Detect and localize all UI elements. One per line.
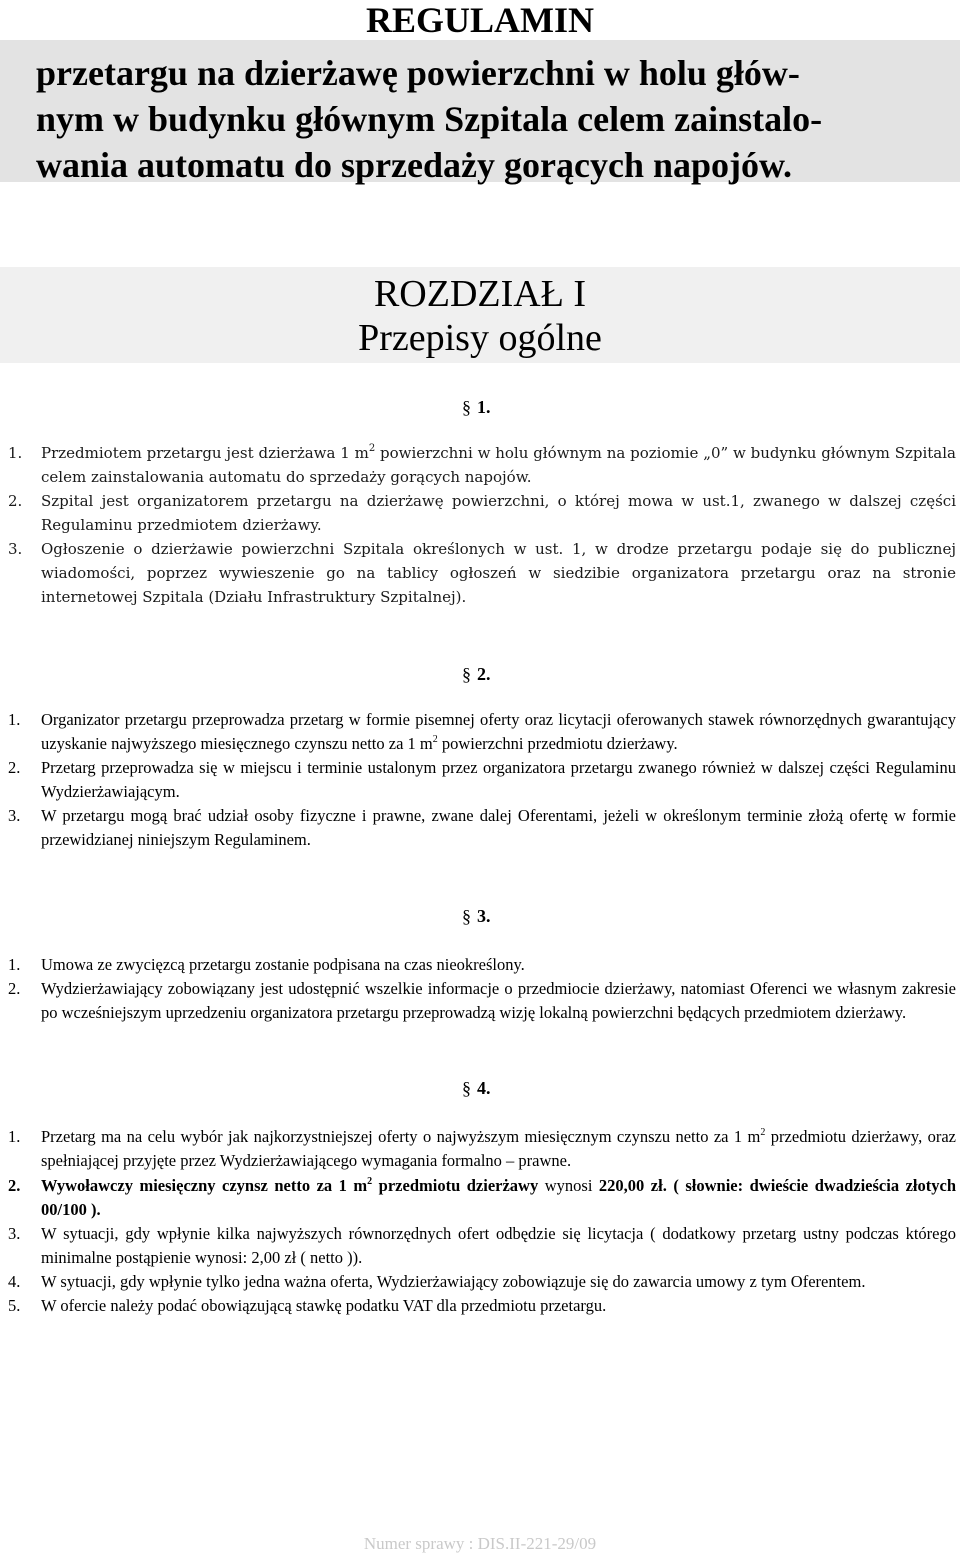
item-text: przedmiotu dzierżawy, oraz spełniającej przyjęte przez Wydzierżawiającego wymagania formalno – prawne. (41, 1127, 956, 1170)
item-number: 1. (8, 955, 21, 974)
section-sign: § (462, 1078, 471, 1098)
chapter-title: ROZDZIAŁ I (373, 273, 587, 315)
item-number: 1. (8, 444, 23, 462)
item-text-bold: Wywoławczy miesięczny czynsz netto za 1 m (41, 1176, 368, 1195)
item-text: W ofercie należy podać obowiązującą stawkę podatku VAT dla przedmiotu przetargu. (41, 1296, 607, 1315)
item-text: powierzchni przedmiotu dzierżawy. (437, 734, 678, 753)
item-number: 2. (8, 1176, 21, 1195)
section-3-list (8, 953, 956, 1025)
item-number: 3. (8, 540, 23, 558)
item-text: Przetarg przeprowadza się w miejscu i terminie ustalonym przez organizatora przetargu zwanego również w dalszej części Regulaminu Wydzierżawiającym. (41, 758, 956, 801)
list-item (8, 756, 956, 804)
section-number: 3. (477, 906, 491, 926)
item-text: W przetargu mogą brać udział osoby fizyczne i prawne, zwane dalej Oferentami, jeżeli w określonym terminie złożą ofertę w formie przewidzianej niniejszym Regulaminem. (41, 806, 956, 849)
item-text: W sytuacji, gdy wpłynie kilka najwyższych równorzędnych ofert odbędzie się licytacja ( dodatkowy przetarg ustny podczas którego minimalne postąpienie wynosi: 2,00 zł ( netto )). (41, 1224, 956, 1267)
item-number: 1. (8, 1127, 21, 1146)
list-item (8, 804, 956, 852)
superscript: 2 (368, 443, 376, 454)
case-number-footer: Numer sprawy : DIS.II-221-29/09 (363, 1534, 597, 1553)
list-item (8, 1222, 956, 1270)
section-4-list (8, 1125, 956, 1318)
list-item (8, 977, 956, 1025)
item-text: Szpital jest organizatorem przetargu na dzierżawę powierzchni, o której mowa w ust.1, zwanego w dalszej części Regulaminu przedmiotem dzierżawy. (41, 492, 956, 534)
list-item (8, 708, 956, 756)
item-text: wynosi (538, 1176, 599, 1195)
section-sign: § (462, 664, 471, 684)
section-number: 2. (477, 664, 491, 684)
item-number: 3. (8, 806, 21, 825)
item-number: 5. (8, 1296, 21, 1315)
section-sign: § (462, 397, 471, 417)
list-item (8, 1270, 956, 1294)
item-text: Przetarg ma na celu wybór jak najkorzystniejszej oferty o najwyższym miesięcznym czynszu netto za 1 m (41, 1127, 761, 1146)
item-text: W sytuacji, gdy wpłynie tylko jedna ważna oferta, Wydzierżawiający zobowiązuje się do zawarcia umowy z tym Oferentem. (41, 1272, 866, 1291)
subtitle-line-2: nym w budynku głównym Szpitala celem zainstalo- (36, 99, 823, 139)
section-number: 4. (477, 1078, 491, 1098)
section-heading-1 (462, 396, 491, 418)
document-title: REGULAMIN (365, 0, 594, 40)
section-1-list (8, 441, 956, 609)
superscript: 2 (432, 734, 438, 745)
list-item (8, 489, 956, 537)
item-text-bold: przedmiotu dzierżawy (372, 1176, 539, 1195)
section-heading-3 (462, 905, 491, 927)
list-item (8, 1174, 956, 1222)
subtitle-line-1: przetargu na dzierżawę powierzchni w holu głów- (36, 53, 800, 93)
section-sign: § (462, 906, 471, 926)
item-number: 2. (8, 758, 21, 777)
item-text: Przedmiotem przetargu jest dzierżawa 1 m (41, 444, 369, 462)
superscript: 2 (760, 1127, 766, 1138)
item-number: 2. (8, 979, 21, 998)
list-item (8, 953, 956, 977)
list-item (8, 441, 956, 489)
item-number: 4. (8, 1272, 21, 1291)
section-2-list (8, 708, 956, 852)
list-item (8, 1125, 956, 1173)
item-text: Umowa ze zwycięzcą przetargu zostanie podpisana na czas nieokreślony. (41, 955, 525, 974)
item-text: Wydzierżawiający zobowiązany jest udostępnić wszelkie informacje o przedmiocie dzierżawy, natomiast Oferenci we własnym zakresie po wcześniejszym uprzedzeniu organizatora przetargu przeprowadzą wizję lokalną powierzchni będących przedmiotem dzierżawy. (41, 979, 956, 1022)
list-item (8, 537, 956, 609)
chapter-subtitle: Przepisy ogólne (358, 317, 602, 359)
subtitle-line-3: wania automatu do sprzedaży gorących napojów. (36, 145, 793, 185)
item-text-bold: 220,00 zł. ( słownie: dwieście dwadzieścia złotych 00/100 ). (41, 1176, 956, 1219)
section-number: 1. (477, 397, 491, 417)
item-number: 3. (8, 1224, 21, 1243)
superscript: 2 (367, 1176, 373, 1187)
item-number: 1. (8, 710, 21, 729)
item-text: Organizator przetargu przeprowadza przetarg w formie pisemnej oferty oraz licytacji oferowanych stawek równorzędnych gwarantujący uzyskanie najwyższego miesięcznego czynszu netto za 1 m (41, 710, 956, 753)
item-text: powierzchni w holu głównym na poziomie „0” w budynku głównym Szpitala celem zainstalowania automatu do sprzedaży gorących napojów. (41, 444, 956, 486)
item-number: 2. (8, 492, 23, 510)
section-heading-4 (462, 1077, 491, 1099)
section-heading-2 (462, 663, 491, 685)
document-subtitle (36, 50, 956, 188)
item-text: Ogłoszenie o dzierżawie powierzchni Szpitala określonych w ust. 1, w drodze przetargu podaje się do publicznej wiadomości, poprzez wywieszenie go na tablicy ogłoszeń w siedzibie organizatora przetargu oraz na stronie internetowej Szpitala (Działu Infrastruktury Szpitalnej). (41, 540, 956, 606)
list-item (8, 1294, 956, 1318)
